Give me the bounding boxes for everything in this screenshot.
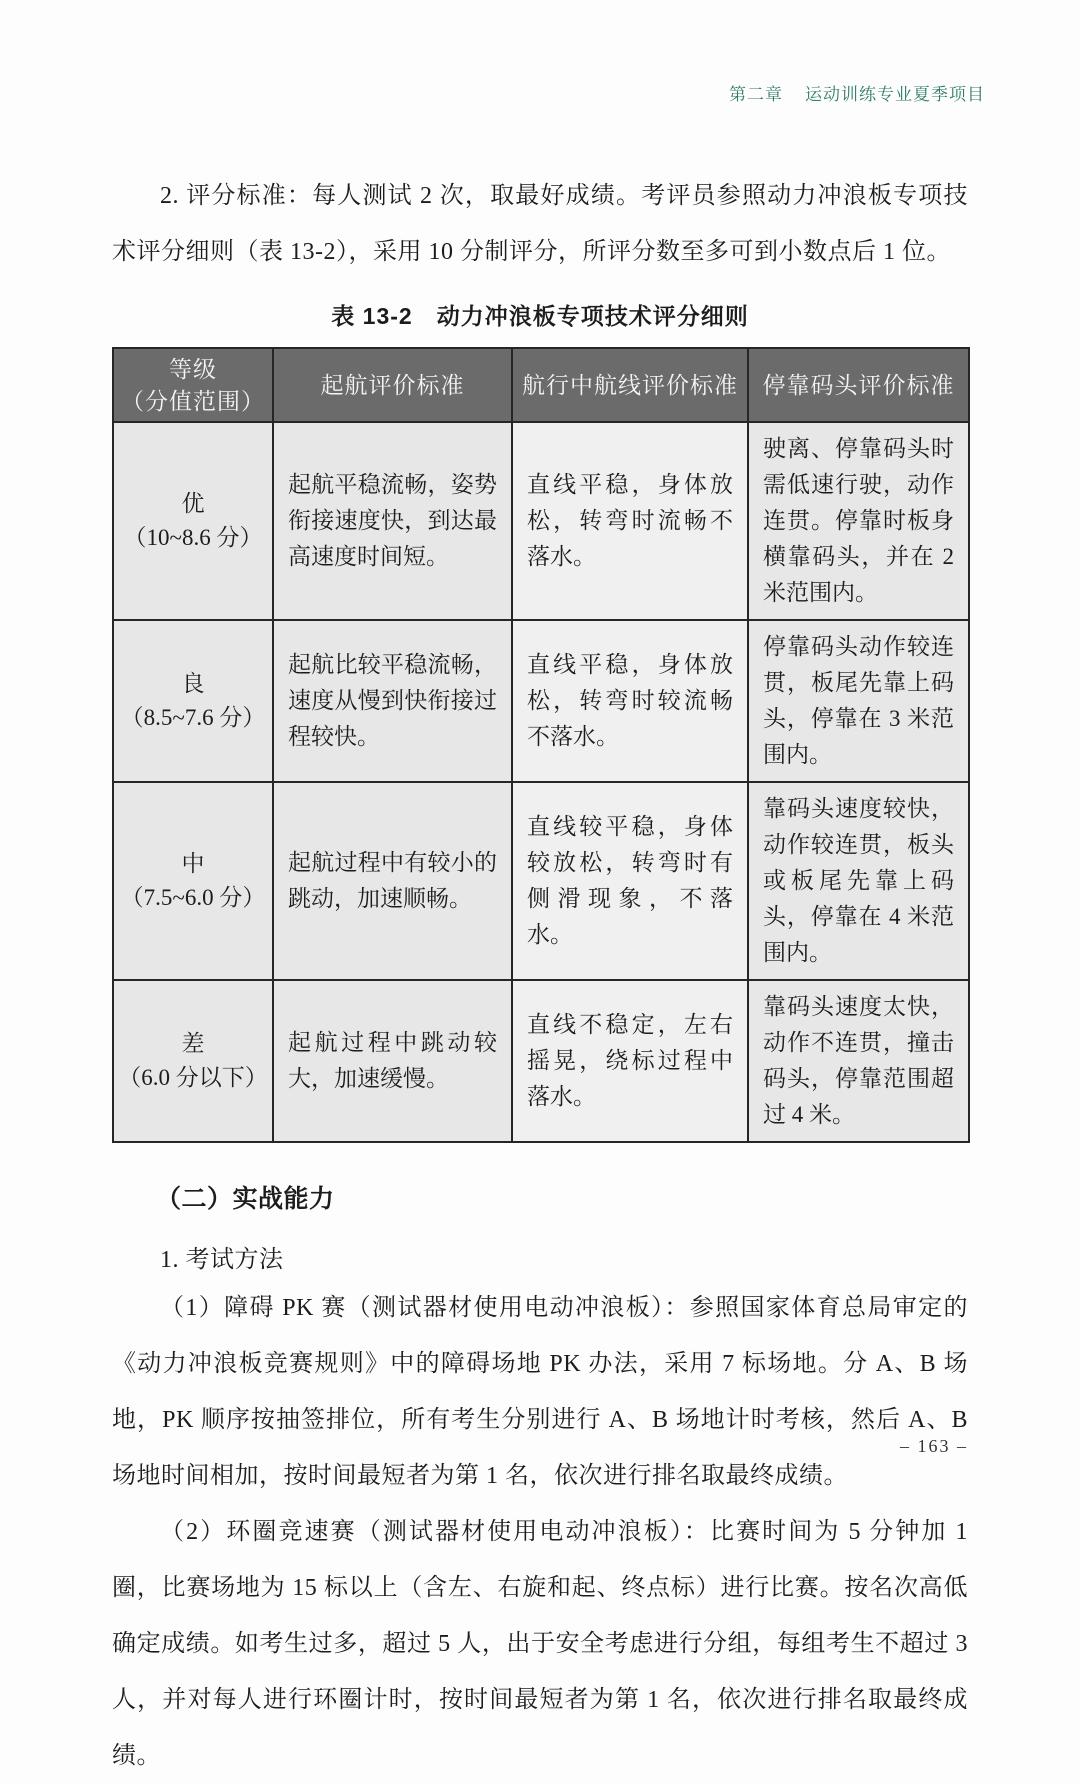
grade-range: （6.0 分以下） [118, 1065, 268, 1090]
route-criteria-cell: 直线平稳，身体放松，转弯时较流畅不落水。 [512, 620, 748, 782]
section-heading: （二）实战能力 [156, 1185, 335, 1213]
grade-cell [113, 980, 273, 1142]
intro-paragraph: 2. 评分标准：每人测试 2 次，取最好成绩。考评员参照动力冲浪板专项技术评分细则（表 13-2），采用 10 分制评分，所评分数至多可到小数点后 1 位。 [112, 183, 968, 265]
header-grade-line1: 等级 [169, 356, 217, 382]
start-criteria-cell: 起航过程中有较小的跳动，加速顺畅。 [273, 782, 512, 980]
table-row [113, 980, 969, 1142]
chapter-title-label: 运动训练专业夏季项目 [805, 85, 985, 104]
table-row [113, 422, 969, 620]
scoring-criteria-table [112, 347, 970, 1143]
grade-range: （10~8.6 分） [123, 525, 263, 550]
header-grade-line2: （分值范围） [121, 388, 265, 414]
start-criteria-cell: 起航过程中跳动较大，加速缓慢。 [273, 980, 512, 1142]
chapter-label: 第二章 [729, 85, 783, 104]
header-cell-route: 航行中航线评价标准 [512, 348, 748, 422]
grade-range: （8.5~7.6 分） [120, 705, 266, 730]
route-criteria-cell: 直线不稳定，左右摇晃，绕标过程中落水。 [512, 980, 748, 1142]
table-row [113, 620, 969, 782]
grade-cell [113, 422, 273, 620]
grade-range: （7.5~6.0 分） [120, 885, 266, 910]
grade-cell [113, 782, 273, 980]
header-cell-grade [113, 348, 273, 422]
start-criteria-cell: 起航平稳流畅，姿势衔接速度快，到达最高速度时间短。 [273, 422, 512, 620]
grade-name: 良 [181, 671, 205, 696]
method-paragraph-1: （1）障碍 PK 赛（测试器材使用电动冲浪板）：参照国家体育总局审定的《动力冲浪板竞赛规则》中的障碍场地 PK 办法，采用 7 标场地。分 A、B 场地，PK 顺序按抽签排位，所有考生分别进行 A、B 场地计时考核，然后 A、B 场地时间相加，按时间最短者为第 1 名，依次进行排名取最终成绩。 [112, 1295, 968, 1489]
dock-criteria-cell: 驶离、停靠码头时需低速行驶，动作连贯。停靠时板身横靠码头，并在 2 米范围内。 [748, 422, 969, 620]
header-cell-dock: 停靠码头评价标准 [748, 348, 969, 422]
start-criteria-cell: 起航比较平稳流畅，速度从慢到快衔接过程较快。 [273, 620, 512, 782]
grade-name: 中 [181, 851, 205, 876]
grade-cell [113, 620, 273, 782]
grade-name: 优 [181, 491, 205, 516]
route-criteria-cell: 直线平稳，身体放松，转弯时流畅不落水。 [512, 422, 748, 620]
dock-criteria-cell: 停靠码头动作较连贯，板尾先靠上码头，停靠在 3 米范围内。 [748, 620, 969, 782]
table-row [113, 782, 969, 980]
dock-criteria-cell: 靠码头速度较快，动作较连贯，板头或板尾先靠上码头，停靠在 4 米范围内。 [748, 782, 969, 980]
table-caption: 表 13-2 动力冲浪板专项技术评分细则 [331, 303, 749, 329]
method-paragraphs [112, 1280, 968, 1784]
page-content [112, 168, 968, 1784]
table-header-row [113, 348, 969, 422]
route-criteria-cell: 直线较平稳，身体较放松，转弯时有侧滑现象，不落水。 [512, 782, 748, 980]
method-label: 1. 考试方法 [160, 1247, 284, 1273]
dock-criteria-cell: 靠码头速度太快，动作不连贯，撞击码头，停靠范围超过 4 米。 [748, 980, 969, 1142]
page-header [729, 80, 985, 105]
grade-name: 差 [181, 1031, 205, 1056]
header-cell-start: 起航评价标准 [273, 348, 512, 422]
page-number: – 163 – [900, 1436, 968, 1456]
method-paragraph-2: （2）环圈竞速赛（测试器材使用电动冲浪板）：比赛时间为 5 分钟加 1 圈，比赛场地为 15 标以上（含左、右旋和起、终点标）进行比赛。按名次高低确定成绩。如考生过多，超过 5 人，出于安全考虑进行分组，每组考生不超过 3 人，并对每人进行环圈计时，按时间最短者为第 1 名，依次进行排名取最终成绩。 [112, 1519, 968, 1769]
